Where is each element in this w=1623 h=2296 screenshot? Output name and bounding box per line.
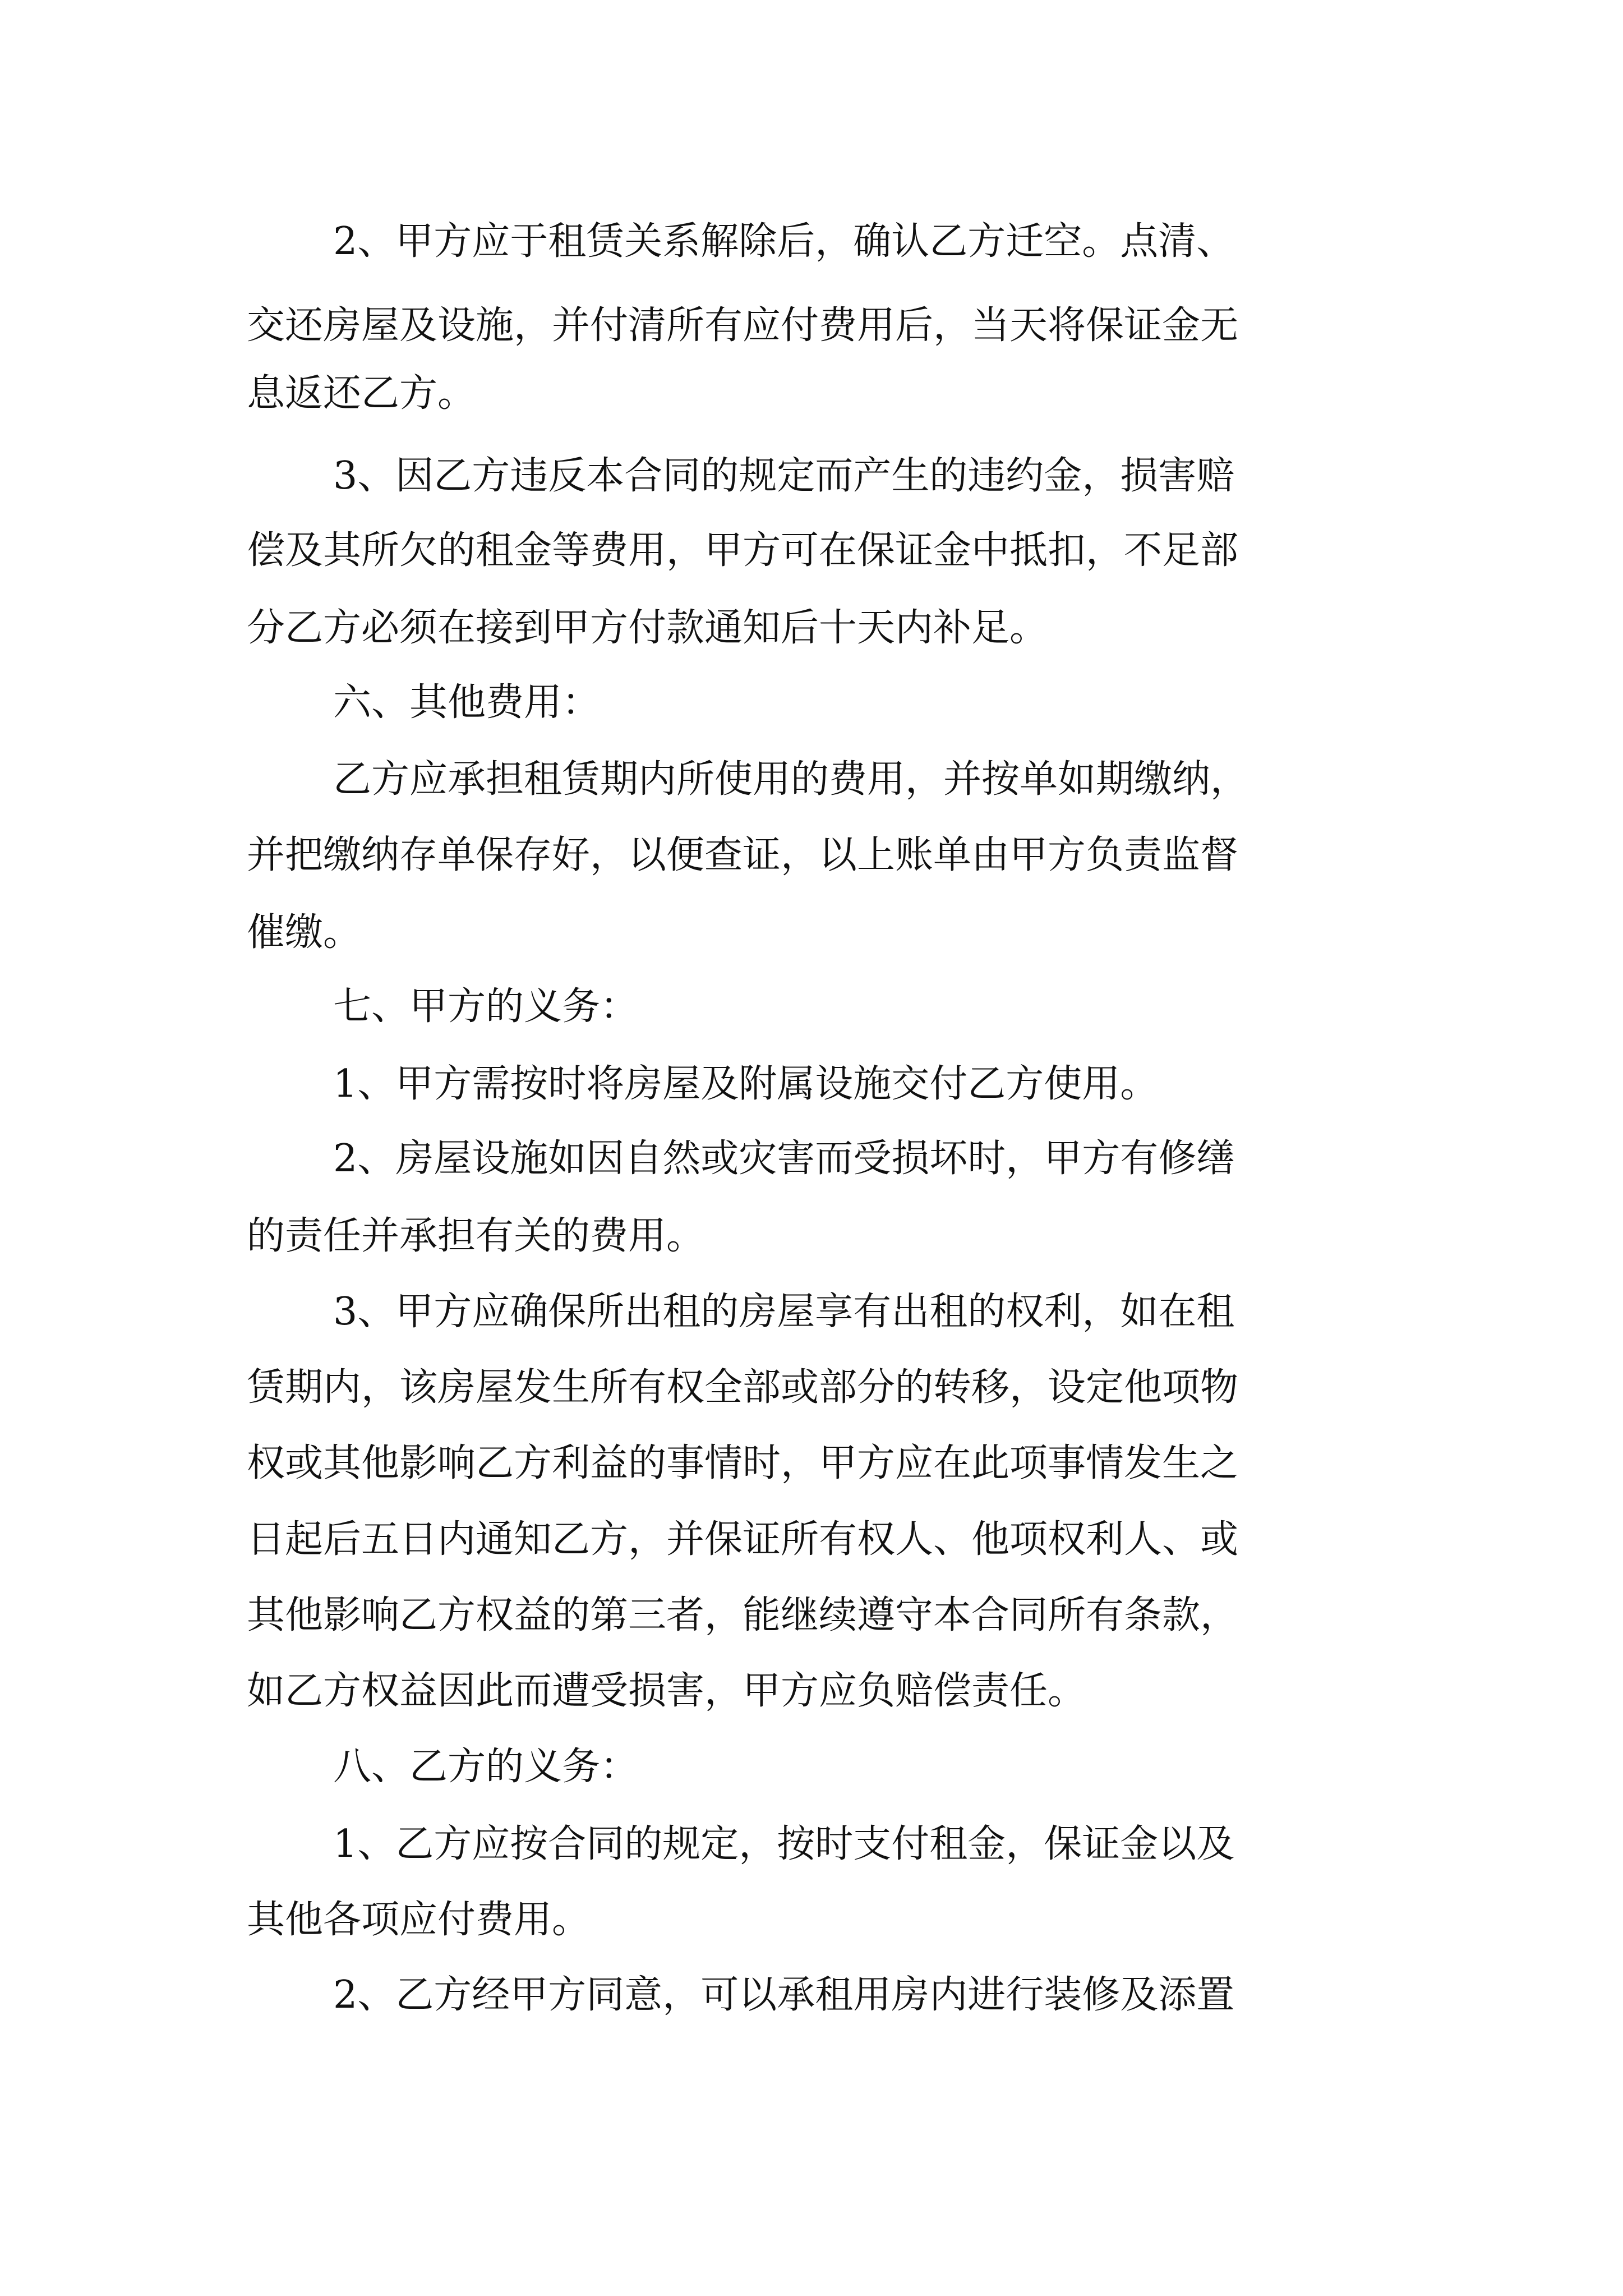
text-line: 3、甲方应确保所出租的房屋享有出租的权利，如在租	[333, 1290, 1235, 1334]
text-line: 分乙方必须在接到甲方付款通知后十天内补足。	[247, 606, 1048, 650]
text-line: 1、甲方需按时将房屋及附属设施交付乙方使用。	[333, 1062, 1159, 1106]
text-line: 权或其他影响乙方利益的事情时，甲方应在此项事情发生之	[247, 1441, 1239, 1485]
text-line: 息返还乙方。	[247, 371, 476, 416]
text-line: 乙方应承担租赁期内所使用的费用，并按单如期缴纳，	[333, 757, 1249, 802]
text-line: 的责任并承担有关的费用。	[247, 1214, 705, 1258]
text-line: 其他各项应付费用。	[247, 1898, 591, 1942]
text-line: 赁期内，该房屋发生所有权全部或部分的转移，设定他项物	[247, 1365, 1239, 1410]
section-heading: 六、其他费用：	[333, 680, 601, 725]
section-heading: 八、乙方的义务：	[333, 1745, 639, 1789]
text-line: 交还房屋及设施，并付清所有应付费用后，当天将保证金无	[247, 303, 1239, 348]
text-line: 3、因乙方违反本合同的规定而产生的违约金，损害赔	[333, 454, 1235, 498]
text-line: 偿及其所欠的租金等费用，甲方可在保证金中抵扣，不足部	[247, 528, 1239, 573]
text-line: 其他影响乙方权益的第三者，能继续遵守本合同所有条款，	[247, 1593, 1239, 1637]
text-line: 2、房屋设施如因自然或灾害而受损坏时，甲方有修缮	[333, 1137, 1235, 1181]
section-heading: 七、甲方的义务：	[333, 984, 639, 1029]
text-line: 2、甲方应于租赁关系解除后，确认乙方迁空。点清、	[333, 219, 1235, 264]
text-line: 日起后五日内通知乙方，并保证所有权人、他项权利人、或	[247, 1517, 1239, 1562]
text-line: 并把缴纳存单保存好，以便查证，以上账单由甲方负责监督	[247, 833, 1239, 877]
text-line: 如乙方权益因此而遭受损害，甲方应负赔偿责任。	[247, 1669, 1086, 1713]
text-line: 催缴。	[247, 910, 362, 955]
text-line: 2、乙方经甲方同意，可以承租用房内进行装修及添置	[333, 1973, 1235, 2017]
text-line: 1、乙方应按合同的规定，按时支付租金，保证金以及	[333, 1822, 1235, 1866]
